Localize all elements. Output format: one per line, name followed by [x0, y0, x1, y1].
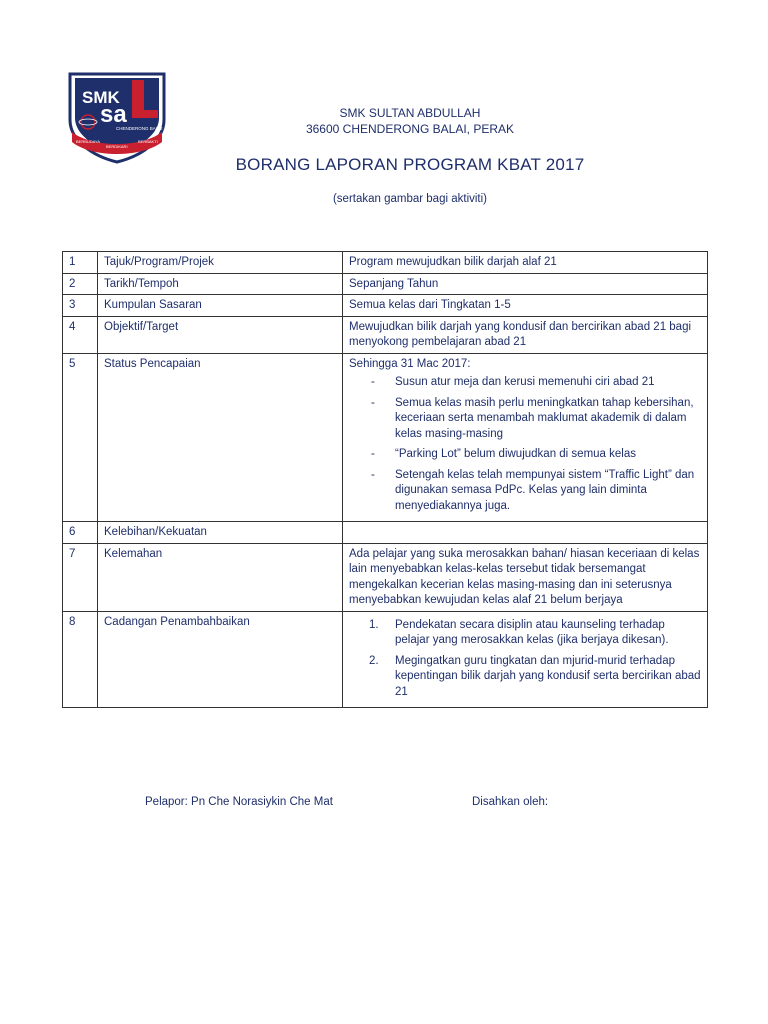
- table-row: [63, 522, 708, 544]
- status-list: [349, 375, 701, 514]
- row-number: 2: [63, 273, 98, 295]
- logo-text-top: SMK: [82, 88, 120, 107]
- bullet-marker: -: [371, 468, 375, 481]
- row-value: [343, 522, 708, 544]
- table-row: [63, 295, 708, 317]
- page-subtitle: (sertakan gambar bagi aktiviti): [332, 193, 488, 205]
- table-row: [63, 543, 708, 611]
- list-item: [349, 468, 701, 515]
- school-address: 36600 CHENDERONG BALAI, PERAK: [305, 122, 515, 136]
- number-marker: 2.: [369, 654, 379, 667]
- logo-text-small: CHENDERONG BALAI: [116, 126, 163, 131]
- row-number: 4: [63, 316, 98, 353]
- logo-ribbon-right: BERBAKTI: [138, 139, 158, 144]
- row-number: 8: [63, 611, 98, 708]
- row-value: Mewujudkan bilik darjah yang kondusif dan bercirikan abad 21 bagi menyokong pembelajaran abad 21: [343, 316, 708, 353]
- row-field: Objektif/Target: [98, 316, 343, 353]
- row-value: Ada pelajar yang suka merosakkan bahan/ hiasan keceriaan di kelas lain menyebabkan kelas-kelas tersebut tidak bersemangat mengekalkan kecerian kelas masing-masing dan ini seterusnya menyebabkan kewujudan kelas alaf 21 belum berjaya: [343, 543, 708, 611]
- table-row: [63, 316, 708, 353]
- list-item: [349, 396, 701, 443]
- row-field: Kelemahan: [98, 543, 343, 611]
- bullet-marker: -: [371, 448, 375, 460]
- bullet-marker: -: [371, 396, 375, 409]
- number-marker: 1.: [369, 618, 379, 631]
- row-field: Tarikh/Tempoh: [98, 273, 343, 295]
- row-number: 3: [63, 295, 98, 317]
- row-field: Status Pencapaian: [98, 353, 343, 522]
- list-item-text: “Parking Lot” belum diwujudkan di semua kelas: [395, 448, 636, 460]
- row-number: 7: [63, 543, 98, 611]
- school-name: SMK SULTAN ABDULLAH: [339, 106, 481, 120]
- status-intro: Sehingga 31 Mac 2017:: [349, 357, 471, 370]
- logo-ribbon-center: BERDIKARI: [106, 144, 128, 149]
- reporter-signature: Pelapor: Pn Che Norasiykin Che Mat: [145, 796, 333, 808]
- list-item-text: Semua kelas masih perlu meningkatkan tahap kebersihan, keceriaan serta menambah maklumat akademik di dalam kelas masing-masing: [395, 396, 694, 440]
- row-field: Tajuk/Program/Projek: [98, 252, 343, 274]
- row-field: Cadangan Penambahbaikan: [98, 611, 343, 708]
- row-number: 5: [63, 353, 98, 522]
- table-row: [63, 353, 708, 522]
- row-value: Sepanjang Tahun: [343, 273, 708, 295]
- suggestion-list: [349, 618, 701, 701]
- report-table: [62, 251, 708, 708]
- row-number: 6: [63, 522, 98, 544]
- list-item: [349, 375, 701, 391]
- row-number: 1: [63, 252, 98, 274]
- bullet-marker: -: [371, 376, 375, 388]
- list-item-text: Megingatkan guru tingkatan dan mjurid-murid terhadap kepentingan bilik darjah yang kondusif serta bercirikan abad 21: [395, 654, 701, 698]
- row-value: Program mewujudkan bilik darjah alaf 21: [343, 252, 708, 274]
- table-row: [63, 611, 708, 708]
- row-field: Kumpulan Sasaran: [98, 295, 343, 317]
- list-item: [349, 447, 701, 463]
- logo-ribbon-left: BERBUDAYA: [76, 139, 101, 144]
- table-row: [63, 273, 708, 295]
- list-item-text: Setengah kelas telah mempunyai sistem “Traffic Light” dan digunakan semasa PdPc. Kelas yang lain diminta menyediakannya juga.: [395, 468, 695, 512]
- row-value: [343, 353, 708, 522]
- list-item: [349, 654, 701, 701]
- logo-text-main: sa: [100, 101, 127, 128]
- table-row: [63, 252, 708, 274]
- list-item-text: Susun atur meja dan kerusi memenuhi ciri abad 21: [395, 376, 655, 388]
- row-field: Kelebihan/Kekuatan: [98, 522, 343, 544]
- list-item: [349, 618, 701, 649]
- approval-signature: Disahkan oleh:: [472, 796, 549, 808]
- row-value: [343, 611, 708, 708]
- page-title: BORANG LAPORAN PROGRAM KBAT 2017: [235, 155, 585, 174]
- row-value: Semua kelas dari Tingkatan 1-5: [343, 295, 708, 317]
- list-item-text: Pendekatan secara disiplin atau kaunseling terhadap pelajar yang merosakkan kelas (jika berjaya dikesan).: [395, 618, 669, 646]
